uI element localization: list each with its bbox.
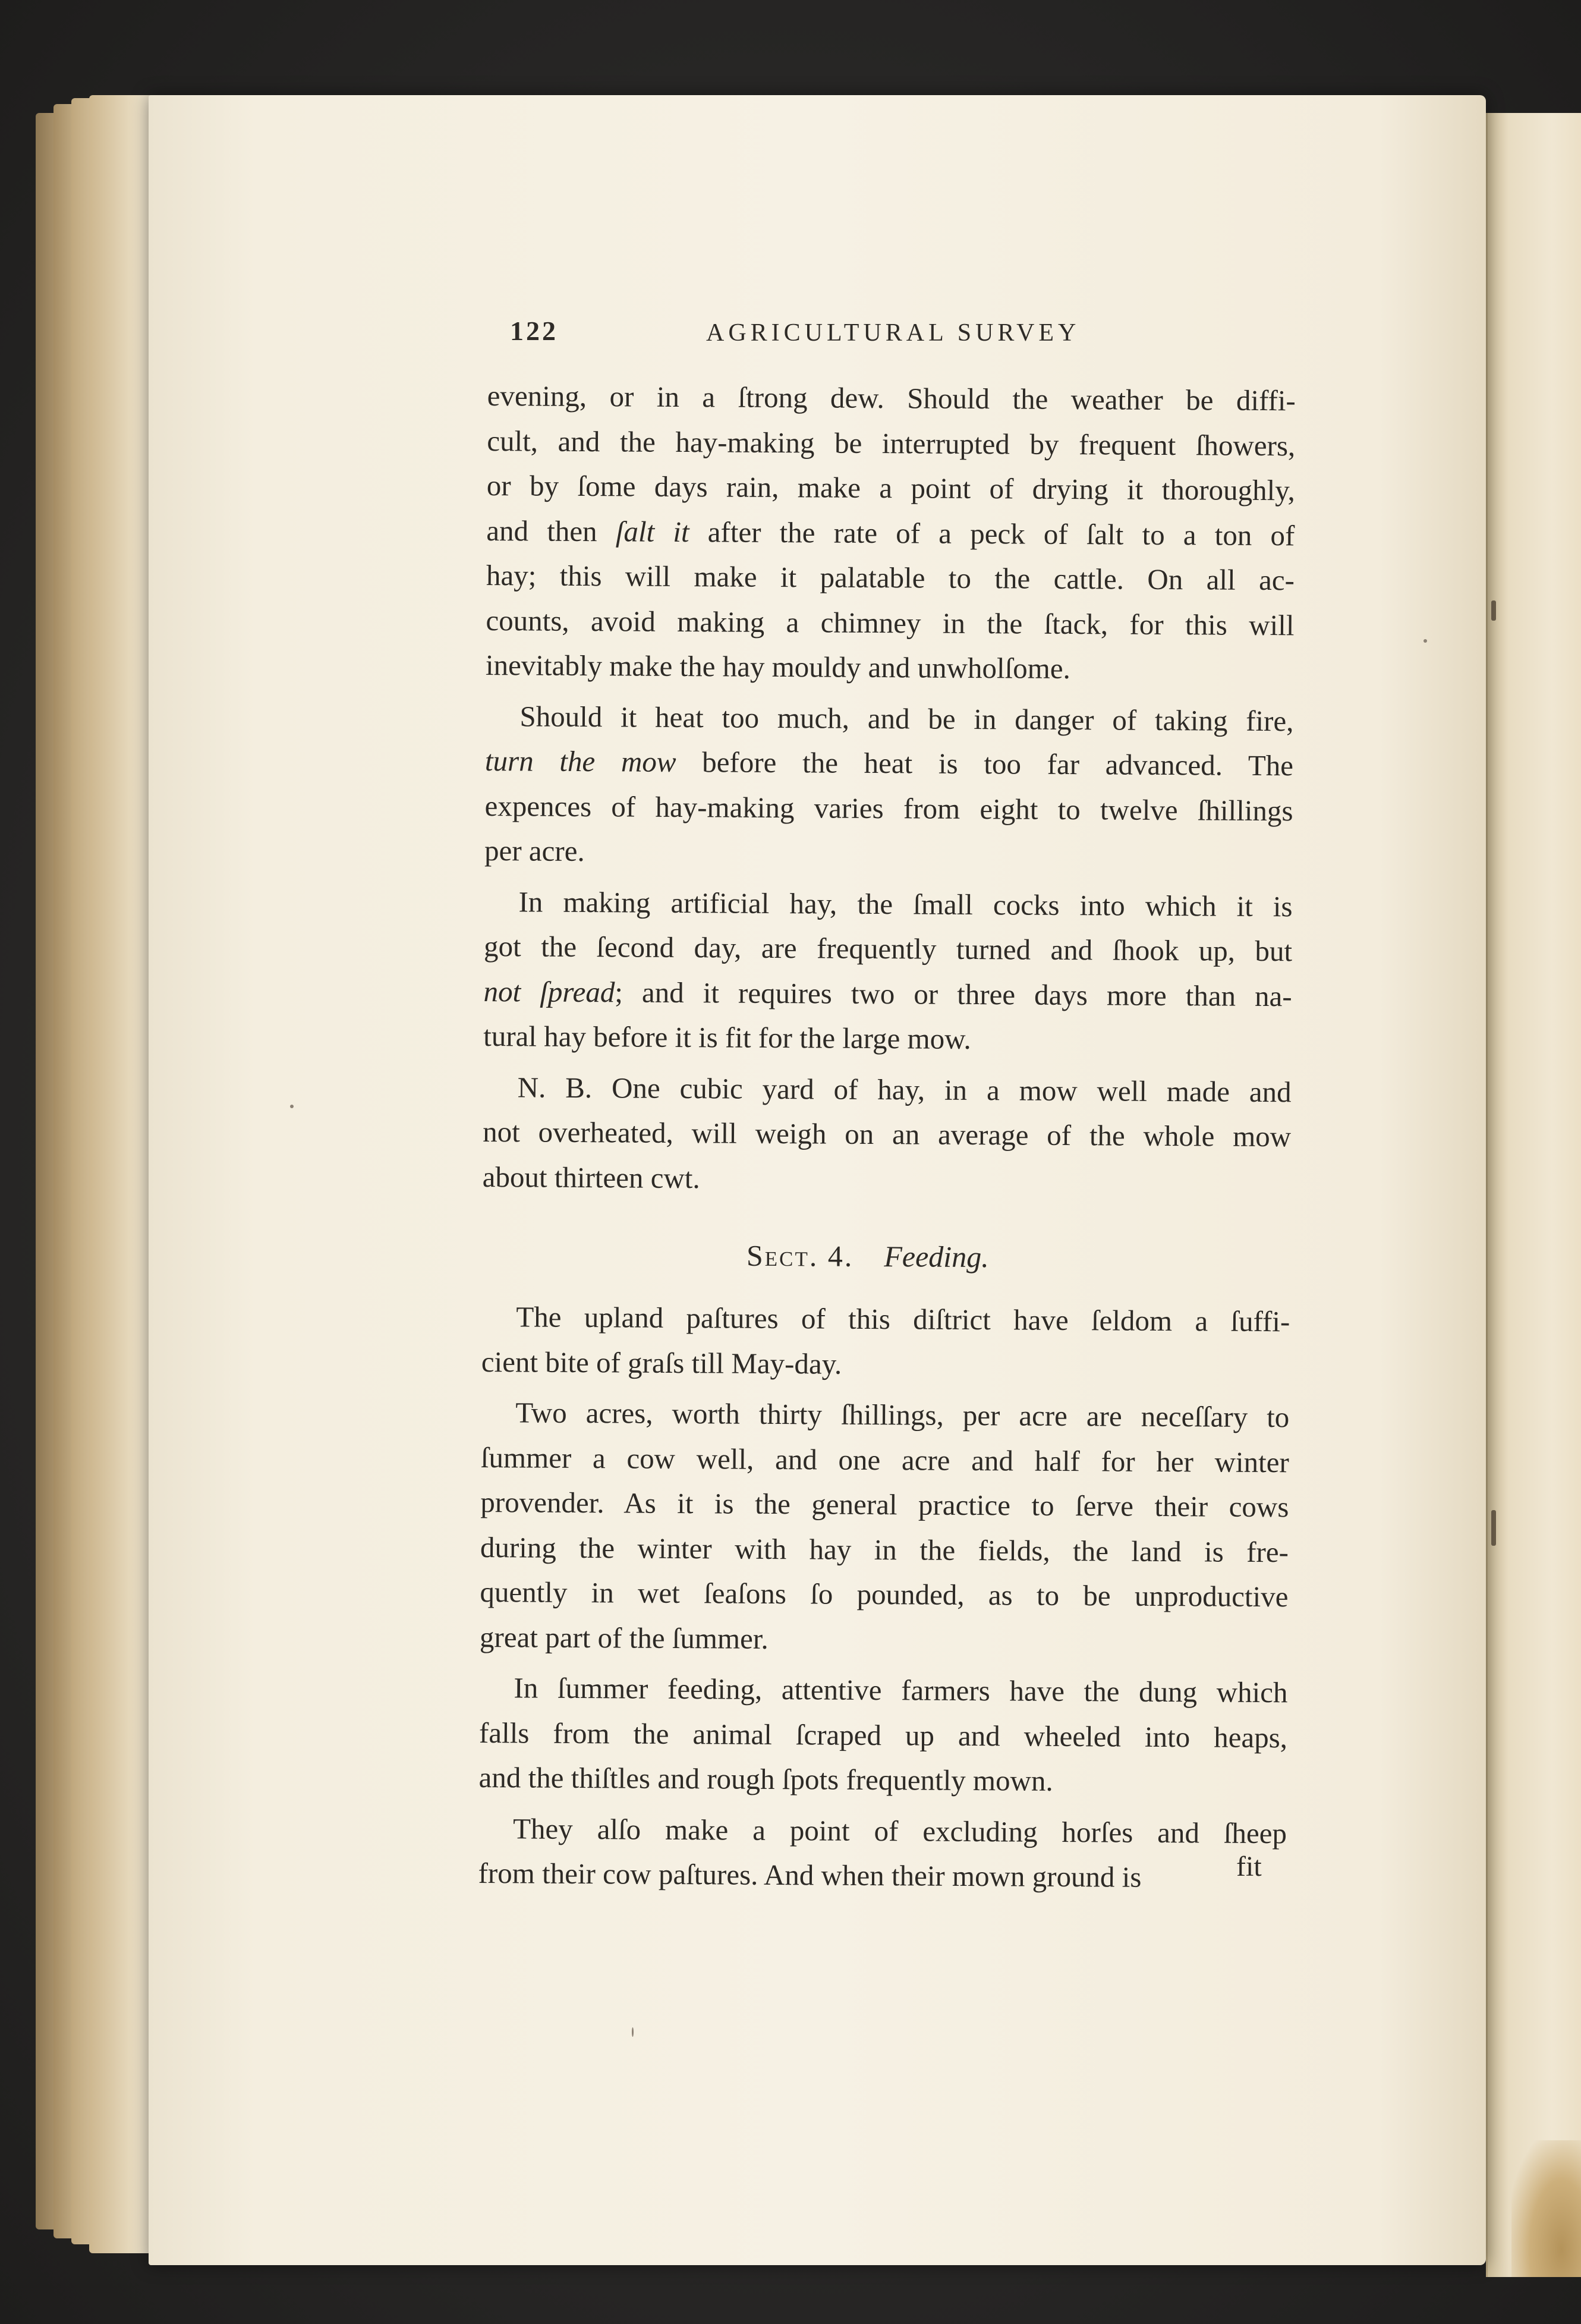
text-line (481, 1390, 1289, 1440)
text-line (487, 463, 1295, 513)
text-run: Two acres, worth thirty ſhillings, per acre are neceſſary to (515, 1396, 1290, 1434)
paragraph (484, 693, 1294, 878)
text-line (478, 1806, 1287, 1856)
text-line (481, 1435, 1289, 1485)
text-run: ; and it requires two or three days more than na- (615, 975, 1292, 1012)
text-run: quently in wet ſeaſons ſo pounded, as to be unproductive (480, 1575, 1289, 1614)
text-line (485, 693, 1293, 743)
facing-page-edge (1486, 113, 1581, 2277)
paragraph (483, 879, 1293, 1063)
text-line (479, 1710, 1287, 1760)
text-run: great part of the ſummer. (479, 1620, 769, 1655)
paragraph (483, 1064, 1292, 1204)
text-run: In ſummer feeding, attentive farmers have the dung which (514, 1671, 1288, 1709)
page-number: 122 (510, 316, 558, 346)
paragraph (478, 1665, 1287, 1805)
text-line (487, 418, 1295, 468)
text-line (480, 1570, 1288, 1619)
text-run: during the winter with hay in the fields, the land is fre- (480, 1530, 1289, 1568)
paragraph (486, 373, 1296, 693)
italic-text: turn the mow (484, 744, 676, 778)
body-text (478, 373, 1296, 1907)
text-run: counts, avoid making a chimney in the ſtack, for this will (486, 603, 1295, 641)
text-run: N. B. One cubic yard of hay, in a mow well made and (517, 1070, 1292, 1108)
paper-speck (290, 1105, 294, 1108)
paragraph (480, 1390, 1290, 1664)
text-run: They alſo make a point of excluding horſes and ſheep (512, 1812, 1287, 1850)
section-heading (482, 1205, 1291, 1299)
text-run: In making artificial hay, the ſmall cocks into which it is (518, 885, 1293, 923)
paragraph-group (482, 373, 1296, 1210)
section-title: Feeding. (884, 1240, 989, 1274)
text-run: or by ſome days rain, make a point of drying it thoroughly, (486, 468, 1295, 507)
text-line (486, 597, 1294, 647)
text-run: from their cow paſtures. And when their mown ground is (478, 1856, 1142, 1894)
section-label: Sect. 4. (746, 1238, 854, 1273)
text-line (486, 643, 1294, 693)
text-line (485, 738, 1293, 788)
text-line (486, 553, 1295, 603)
paragraph-group (478, 1294, 1290, 1907)
text-run: cient bite of graſs till May-day. (481, 1345, 842, 1380)
paper-speck (632, 2027, 634, 2037)
text-line (483, 1064, 1291, 1114)
paper-speck (1423, 639, 1427, 643)
text-run: and the thiſtles and rough ſpots frequently mown. (478, 1760, 1053, 1797)
text-run: ſummer a cow well, and one acre and half for her winter (480, 1441, 1290, 1479)
text-line (486, 508, 1295, 558)
text-line (480, 1614, 1288, 1664)
text-line (483, 1109, 1291, 1159)
text-run: The upland paſtures of this diſtrict have ſeldom a ſuffi- (516, 1300, 1290, 1338)
text-line (484, 924, 1292, 974)
text-line (480, 1480, 1289, 1530)
text-run: and then (486, 514, 616, 548)
text-run: falls from the animal ſcraped up and wheeled into heaps, (478, 1716, 1288, 1754)
text-line (478, 1755, 1287, 1805)
binding-mark (1491, 1510, 1496, 1546)
paragraph (481, 1294, 1290, 1389)
text-run: before the heat is too far advanced. The (676, 745, 1294, 782)
text-run: tural hay before it is fit for the large mow. (483, 1019, 971, 1055)
text-line (487, 373, 1296, 423)
text-line (483, 1154, 1291, 1204)
text-run: inevitably make the hay mouldy and unwholſome. (485, 648, 1071, 685)
text-run: provender. As it is the general practice to ſerve their cows (480, 1485, 1289, 1524)
text-run: evening, or in a ſtrong dew. Should the weather be diffi- (487, 379, 1296, 417)
water-stain (1511, 2140, 1581, 2277)
text-line (484, 828, 1293, 878)
text-line (483, 968, 1292, 1018)
text-run: per acre. (484, 834, 585, 868)
text-line (481, 1339, 1290, 1389)
text-run: expences of hay-making varies from eight to twelve ſhillings (484, 789, 1293, 827)
text-line (481, 1294, 1290, 1344)
text-line (483, 1014, 1292, 1064)
italic-text: not ſpread (483, 974, 615, 1008)
paragraph (478, 1806, 1287, 1900)
text-run: about thirteen cwt. (482, 1160, 700, 1194)
text-run: got the ſecond day, are frequently turned and ſhook up, but (483, 929, 1293, 968)
text-line (484, 879, 1292, 929)
text-line (480, 1524, 1289, 1574)
text-line (478, 1851, 1286, 1901)
text-run: hay; this will make it palatable to the cattle. On all ac- (486, 558, 1295, 597)
italic-text: ſalt it (615, 514, 689, 548)
text-run: after the rate of a peck of ſalt to a ton of (689, 515, 1295, 552)
text-line (484, 783, 1293, 833)
running-title: AGRICULTURAL SURVEY (706, 319, 1081, 347)
text-run: cult, and the hay-making be interrupted by frequent ſhowers, (487, 424, 1296, 462)
text-run: not overheated, will weigh on an average of the whole mow (483, 1115, 1292, 1153)
catchword: fit (1236, 1851, 1262, 1882)
running-head (510, 315, 1110, 351)
text-run: Should it heat too much, and be in danger of taking fire, (519, 699, 1294, 737)
binding-mark (1491, 600, 1496, 621)
text-line (479, 1665, 1287, 1715)
